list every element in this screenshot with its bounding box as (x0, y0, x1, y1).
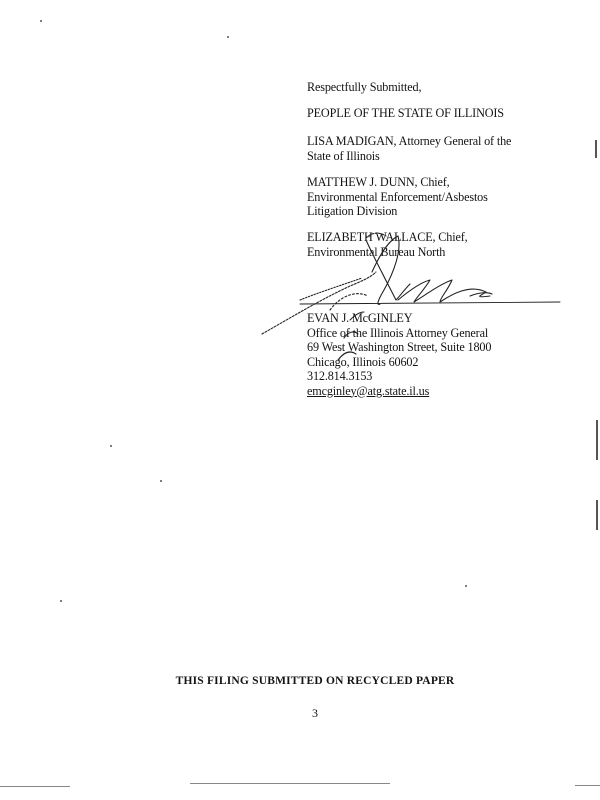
phone-number: 312.814.3153 (307, 369, 373, 383)
scan-speck (465, 585, 467, 587)
division-chief-line-2: Environmental Enforcement/Asbestos (307, 189, 488, 204)
scan-speck (60, 600, 62, 602)
scan-speck (596, 500, 598, 530)
scan-edge-line (190, 783, 390, 784)
page-number: 3 (312, 706, 318, 720)
division-chief-line-3: Litigation Division (307, 204, 398, 218)
closing-text (307, 80, 421, 95)
party-name (307, 106, 504, 121)
email-address: emcginley@atg.state.il.us (307, 383, 430, 398)
bureau-chief-line-2: Environmental Bureau North (307, 244, 446, 259)
scan-speck (110, 445, 112, 447)
bureau-chief-block (307, 230, 468, 259)
attorney-general-line-2: State of Illinois (307, 148, 380, 163)
scan-edge-line (575, 785, 600, 786)
bureau-chief-line-1: ELIZABETH WALLACE, Chief, (307, 230, 468, 244)
attorney-general-line-1: LISA MADIGAN, Attorney General of the (307, 134, 512, 148)
signature-block (307, 311, 491, 398)
division-chief-line-1: MATTHEW J. DUNN, Chief, (307, 175, 450, 189)
recycled-paper-note: THIS FILING SUBMITTED ON RECYCLED PAPER (175, 675, 455, 687)
party-line: PEOPLE OF THE STATE OF ILLINOIS (307, 106, 504, 120)
attorney-general-block (307, 134, 511, 163)
scan-speck (227, 36, 229, 38)
scan-speck (596, 420, 598, 460)
office-name: Office of the Illinois Attorney General (307, 325, 489, 340)
division-chief-block (307, 175, 488, 219)
city-state-zip: Chicago, Illinois 60602 (307, 354, 419, 369)
scan-speck (160, 480, 162, 482)
scan-edge-line (0, 786, 70, 787)
street-address: 69 West Washington Street, Suite 1800 (307, 340, 492, 354)
attorney-name: EVAN J. McGINLEY (307, 311, 413, 325)
scan-speck (40, 20, 42, 22)
scan-speck (595, 140, 597, 158)
closing-line: Respectfully Submitted, (307, 80, 422, 94)
